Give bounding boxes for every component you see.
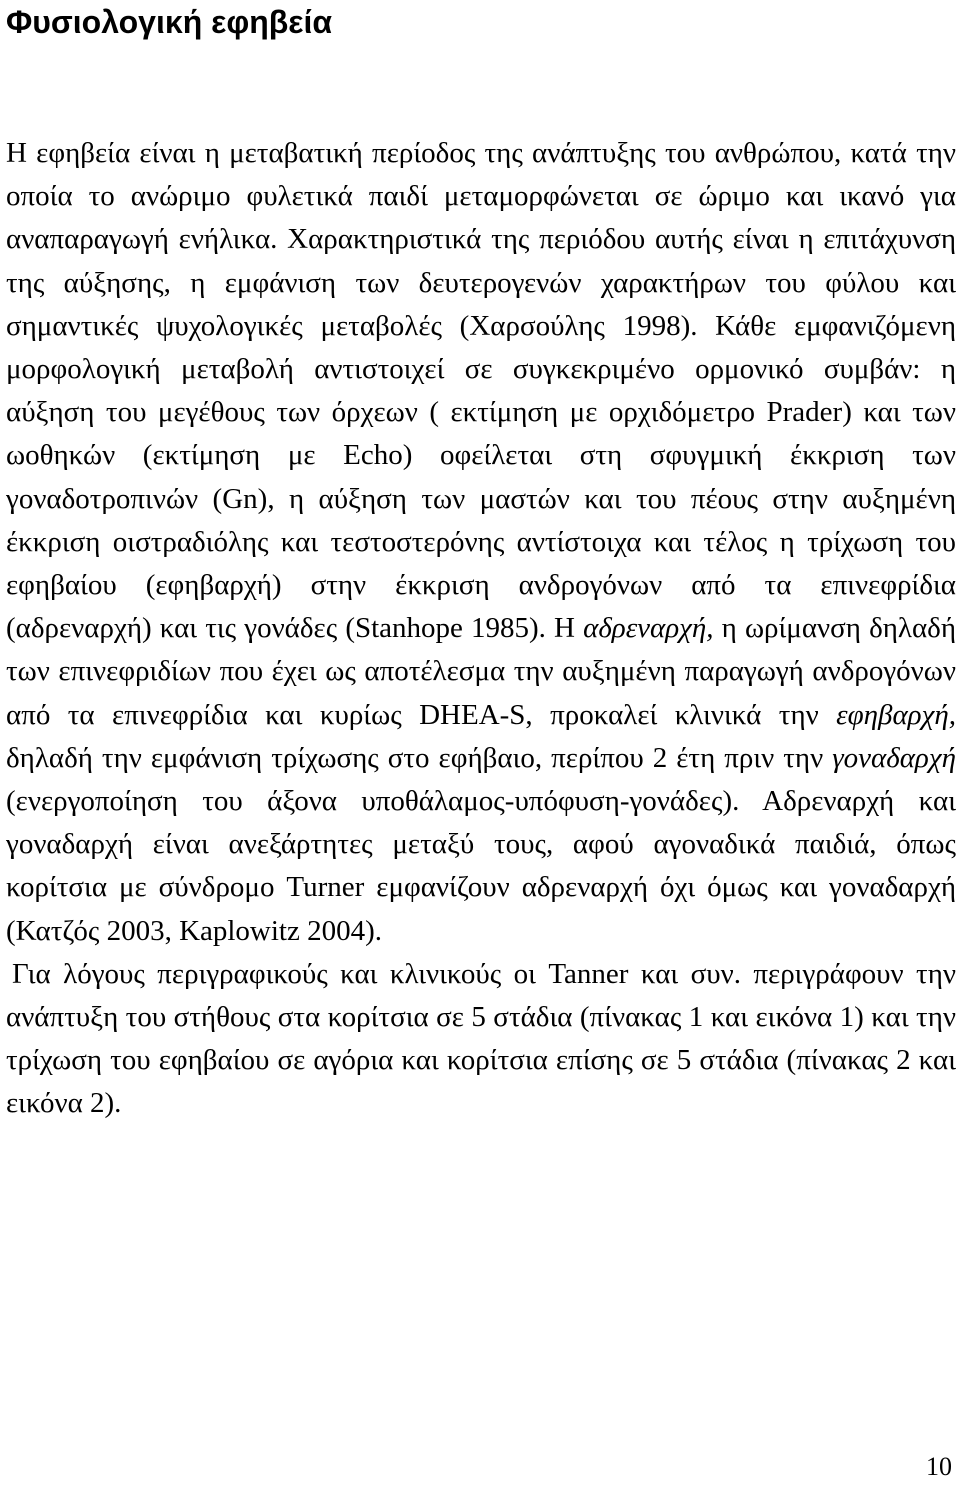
paragraph-text-segment: δηλαδή την εμφάνιση τρίχωσης στο εφήβαιο, περίπου 2 έτη πριν την xyxy=(6,741,833,774)
italic-term-adrenarche: αδρεναρχή, xyxy=(583,612,714,645)
page-number: 10 xyxy=(926,1452,952,1481)
paragraph-text-segment: Η εφηβεία είναι η μεταβατική περίοδος της ανάπτυξης του ανθρώπου, κατά την οποία το ανώριμο φυλετικά παιδί μεταμορφώνεται σε ώριμο και ικανό για αναπαραγωγή ενήλικα. Χαρακτηριστικά της περιόδου αυτής είναι η επιτάχυνση της αύξησης, η εμφάνιση των δευτερογενών χαρακτήρων του φύλου και σημαντικές ψυχολογικές μεταβολές (Χαρσούλης 1998). Κάθε εμφανιζόμενη μορφολογική μεταβολή αντιστοιχεί σε συγκεκριμένο ορμονικό συμβάν: η αύξηση του μεγέθους των όρχεων ( εκτίμηση με ορχιδόμετρο Prader) και των ωοθηκών (εκτίμηση με Echo) οφείλεται στη σφυγμική έκκριση των γοναδοτροπινών (Gn), η αύξηση των μαστών και του πέους στην αυξημένη έκκριση οιστραδιόλης και τεστοστερόνης αντίστοιχα και τέλος η τρίχωση του εφηβαίου (εφηβαρχή) στην έκκριση ανδρογόνων από τα επινεφρίδια (αδρεναρχή) και τις γονάδες (Stanhope 1985). Η xyxy=(6,137,956,645)
italic-term-gonadarche: γοναδαρχή xyxy=(832,741,956,774)
paragraph-text-segment: η ωρίμανση δηλαδή των επινεφριδίων που έχει ως αποτέλεσμα την αυξημένη παραγωγή ανδρογόνων από τα επινεφρίδια και κυρίως DHEA-S, προκαλεί κλινικά την xyxy=(6,612,956,731)
paragraph-tanner-stages: Για λόγους περιγραφικούς και κλινικούς οι Tanner και συν. περιγράφουν την ανάπτυξη του στήθους στα κορίτσια σε 5 στάδια (πίνακας 1 και εικόνα 1) και την τρίχωση του εφηβαίου σε αγόρια και κορίτσια επίσης σε 5 στάδια (πίνακας 2 και εικόνα 2). xyxy=(6,957,956,1120)
italic-term-pubarche: εφηβαρχή, xyxy=(836,698,956,731)
paragraph-puberty-definition xyxy=(6,132,956,953)
paragraph-text-segment: (ενεργοποίηση του άξονα υποθάλαμος-υπόφυση-γονάδες). Αδρεναρχή και γοναδαρχή είναι ανεξάρτητες μεταξύ τους, αφού αγοναδικά παιδιά, όπως κορίτσια με σύνδρομο Turner εμφανίζουν αδρεναρχή όχι όμως και γοναδαρχή (Κατζός 2003, Kaplowitz 2004). xyxy=(6,785,956,947)
page-title: Φυσιολογική εφηβεία xyxy=(6,4,333,40)
